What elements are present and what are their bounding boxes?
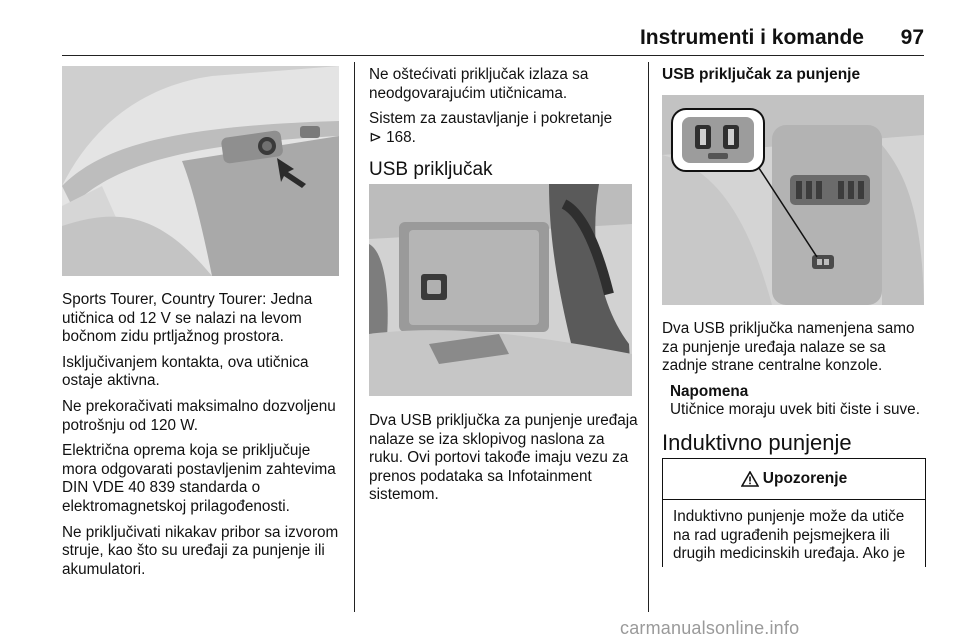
paragraph (369, 110, 641, 147)
paragraph-text: Sistem za zaustavljanje i pokretanje (369, 110, 613, 128)
note-block (662, 383, 930, 420)
warning-label: Upozorenje (762, 470, 848, 487)
warning-text: Induktivno punjenje može da utiče na rad ugrađenih pejsmejkera ili drugih medicinskih uređaja. Ako je (673, 508, 906, 563)
page-reference-link[interactable]: ⊳ 168. (369, 128, 416, 146)
paragraph: Ne priključivati nikakav pribor sa izvorom struje, kao što su uređaji za punjenje ili akumulatori. (62, 523, 339, 578)
paragraph: Isključivanjem kontakta, ova utičnica ostaje aktivna. (62, 353, 309, 390)
paragraph: Dva USB priključka za punjenje uređaja nalaze se iza sklopivog naslona za ruku. Ovi portovi takođe imaju vezu za prenos podataka sa Infotainment sistemom. (369, 412, 638, 504)
paragraph: Dva USB priključka namenjena samo za punjenje uređaja nalaze se sa zadnje strane centralne konzole. (662, 320, 915, 375)
column-divider-2 (648, 62, 649, 612)
usb-charging-subhead: USB priključak za punjenje (662, 66, 861, 83)
trunk-socket-illustration (62, 66, 339, 276)
rear-console-usb-illustration (662, 95, 924, 305)
usb-charging-subhead-wrap (662, 66, 930, 85)
section-title-inductive: Induktivno punjenje (662, 429, 852, 455)
note-heading: Napomena (670, 382, 749, 400)
column-1-text (62, 291, 347, 586)
note-text: Utičnice moraju uvek biti čiste i suve. (670, 401, 920, 419)
paragraph: Sports Tourer, Country Tourer: Jedna utičnica od 12 V se nalazi na levom bočnom zidu prtljažnog prostora. (62, 291, 313, 346)
paragraph: Električna oprema koja se priključuje mora odgovarati postavljenim zahtevima DIN VDE 40 839 standarda o elektromagnetskoj prilagođenosti. (62, 442, 336, 515)
warning-triangle-icon (741, 471, 759, 487)
column-2-text (369, 66, 641, 180)
warning-header (663, 459, 925, 500)
page-header-title: Instrumenti i komande (639, 26, 864, 49)
header-rule (62, 55, 924, 56)
armrest-usb-illustration (369, 184, 632, 396)
section-title-usb: USB priključak (369, 159, 493, 181)
page-number: 97 (900, 26, 924, 49)
usb-caption (369, 412, 641, 512)
paragraph: Ne prekoračivati maksimalno dozvoljenu potrošnju od 120 W. (62, 397, 336, 434)
warning-box (662, 458, 926, 567)
column-3-text (662, 320, 930, 453)
column-divider-1 (354, 62, 355, 612)
paragraph: Ne oštećivati priključak izlaza sa neodgovarajućim utičnicama. (369, 66, 589, 102)
footer-watermark: carmanualsonline.info (620, 618, 800, 638)
